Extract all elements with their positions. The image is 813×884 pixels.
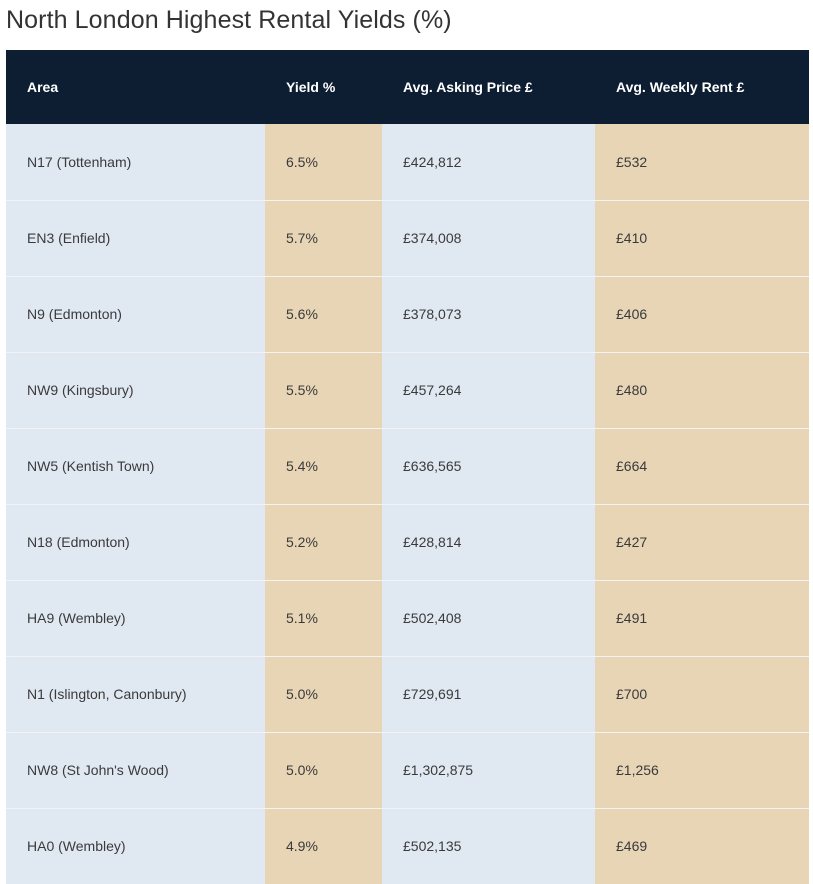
cell-yield: 5.5% [265, 352, 382, 428]
cell-area: NW9 (Kingsbury) [6, 352, 265, 428]
cell-yield: 5.0% [265, 732, 382, 808]
column-header-asking-price: Avg. Asking Price £ [382, 50, 595, 124]
cell-asking-price: £1,302,875 [382, 732, 595, 808]
table-row [6, 504, 809, 580]
cell-area: NW8 (St John's Wood) [6, 732, 265, 808]
cell-yield: 5.4% [265, 428, 382, 504]
table-row [6, 276, 809, 352]
table-header [6, 50, 809, 124]
table-row [6, 200, 809, 276]
column-header-weekly-rent: Avg. Weekly Rent £ [595, 50, 809, 124]
cell-yield: 5.2% [265, 504, 382, 580]
cell-asking-price: £378,073 [382, 276, 595, 352]
cell-asking-price: £502,408 [382, 580, 595, 656]
cell-yield: 6.5% [265, 124, 382, 200]
cell-weekly-rent: £1,256 [595, 732, 809, 808]
table-row [6, 428, 809, 504]
cell-weekly-rent: £410 [595, 200, 809, 276]
table-row [6, 732, 809, 808]
cell-asking-price: £428,814 [382, 504, 595, 580]
cell-area: N1 (Islington, Canonbury) [6, 656, 265, 732]
cell-yield: 5.7% [265, 200, 382, 276]
cell-weekly-rent: £664 [595, 428, 809, 504]
cell-weekly-rent: £491 [595, 580, 809, 656]
page-title: North London Highest Rental Yields (%) [6, 6, 452, 34]
cell-weekly-rent: £427 [595, 504, 809, 580]
table-row [6, 352, 809, 428]
cell-weekly-rent: £406 [595, 276, 809, 352]
column-header-yield: Yield % [265, 50, 382, 124]
cell-area: HA0 (Wembley) [6, 808, 265, 884]
cell-weekly-rent: £469 [595, 808, 809, 884]
cell-weekly-rent: £700 [595, 656, 809, 732]
cell-yield: 5.6% [265, 276, 382, 352]
cell-asking-price: £636,565 [382, 428, 595, 504]
rental-yields-table [6, 50, 809, 884]
cell-weekly-rent: £532 [595, 124, 809, 200]
table-row [6, 808, 809, 884]
table-body [6, 124, 809, 884]
table-row [6, 580, 809, 656]
cell-area: N9 (Edmonton) [6, 276, 265, 352]
header-row [6, 50, 809, 124]
cell-asking-price: £502,135 [382, 808, 595, 884]
column-header-area: Area [6, 50, 265, 124]
cell-asking-price: £374,008 [382, 200, 595, 276]
cell-area: N18 (Edmonton) [6, 504, 265, 580]
cell-yield: 5.0% [265, 656, 382, 732]
cell-asking-price: £424,812 [382, 124, 595, 200]
cell-yield: 5.1% [265, 580, 382, 656]
cell-asking-price: £729,691 [382, 656, 595, 732]
cell-area: HA9 (Wembley) [6, 580, 265, 656]
table-row [6, 656, 809, 732]
cell-asking-price: £457,264 [382, 352, 595, 428]
cell-weekly-rent: £480 [595, 352, 809, 428]
table-row [6, 124, 809, 200]
cell-area: N17 (Tottenham) [6, 124, 265, 200]
cell-yield: 4.9% [265, 808, 382, 884]
cell-area: NW5 (Kentish Town) [6, 428, 265, 504]
cell-area: EN3 (Enfield) [6, 200, 265, 276]
